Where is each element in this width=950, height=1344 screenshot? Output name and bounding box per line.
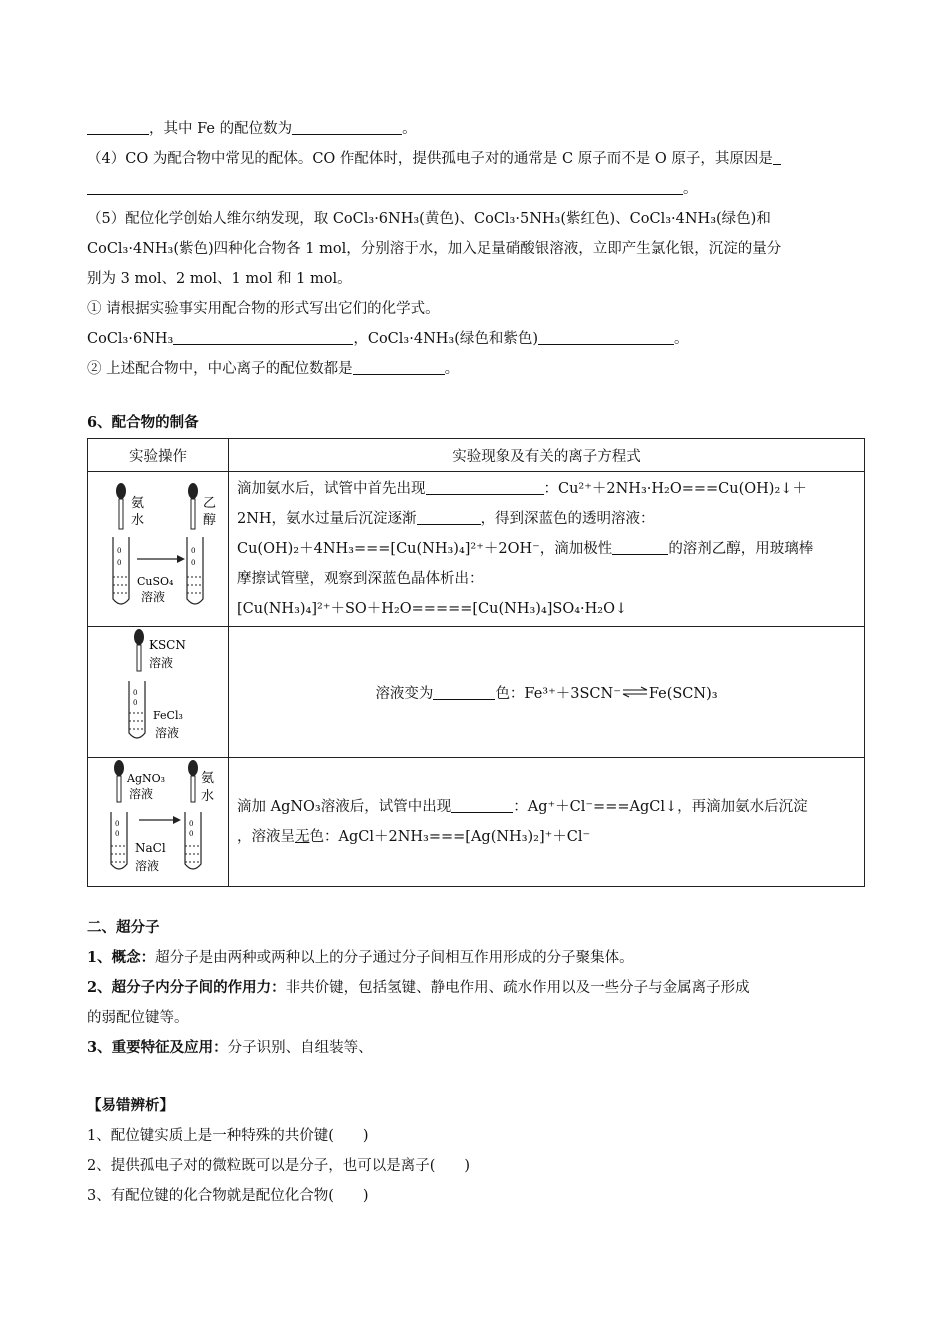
answer-blank[interactable]: [773, 146, 781, 165]
table-row: [88, 627, 865, 758]
answer-blank[interactable]: [87, 116, 149, 135]
table-header-row: [88, 439, 865, 472]
question-5-sub-1: ① 请根据实验事实用配合物的形式写出它们的化学式。: [87, 301, 440, 317]
question-5-formulas: CoCl₃·6NH₃ ，CoCl₃·4NH₃(绿色和紫色) 。: [87, 324, 867, 354]
answer-blank[interactable]: [87, 176, 683, 195]
svg-text:水: 水: [201, 789, 215, 804]
error-item: 1、配位键实质上是一种特殊的共价键( ): [87, 1128, 369, 1144]
experiment-text-cuso4: 滴加氨水后，试管中首先出现 ：Cu²⁺＋2NH₃·H₂O===Cu(OH)₂↓＋ 2NH，氨水过量后沉淀逐渐 ，得到深蓝色的透明溶液： Cu(OH)₂＋4NH₃===[Cu(NH₃)₄]²⁺＋2OH⁻，滴加极性 的溶剂乙醇，用玻璃棒 摩擦试管壁，观察到深蓝色晶体析出： [Cu(NH₃)₄]²⁺＋SO＋H₂O=====[Cu(NH₃)₄]SO₄·H₂O↓: [229, 472, 865, 627]
supramolecule-forces: 2、超分子内分子间的作用力：非共价键，包括氢键、静电作用、疏水作用以及一些分子与金属离子形成: [87, 979, 750, 996]
answer-blank[interactable]: [538, 326, 674, 345]
preparation-table: [87, 438, 865, 887]
question-4: （4）CO 为配合物中常见的配体。CO 作配体时，提供孤电子对的通常是 C 原子而不是 O 原子，其原因是: [87, 144, 867, 174]
svg-text:氨: 氨: [131, 496, 145, 511]
svg-text:溶液: 溶液: [149, 656, 174, 670]
answer-blank[interactable]: [417, 506, 481, 525]
svg-text:溶液: 溶液: [135, 859, 160, 873]
test-tube-diagram-icon: [93, 477, 223, 617]
experiment-image-nacl: [88, 758, 229, 887]
svg-text:0: 0: [191, 547, 196, 555]
answer-blank[interactable]: [451, 794, 513, 813]
question-5-sub-2: ② 上述配合物中，中心离子的配位数都是 。: [87, 354, 867, 384]
col-header-operation: 实验操作: [88, 439, 229, 472]
test-tube-diagram-icon: [93, 758, 223, 882]
reversible-arrow-icon: [621, 686, 649, 702]
table-row: [88, 758, 865, 887]
experiment-text-nacl: 滴加 AgNO₃溶液后，试管中出现 ：Ag⁺＋Cl⁻===AgCl↓，再滴加氨水后沉淀 ，溶液呈无色：AgCl＋2NH₃===[Ag(NH₃)₂]⁺＋Cl⁻: [229, 758, 865, 887]
answer-blank[interactable]: [353, 356, 445, 375]
supramolecule-forces-cont: 的弱配位键等。: [87, 1010, 189, 1026]
svg-text:乙: 乙: [203, 496, 217, 511]
document-page: [87, 114, 867, 1211]
svg-text:溶液: 溶液: [141, 590, 166, 604]
svg-text:KSCN: KSCN: [149, 638, 186, 652]
test-tube-diagram-icon: [93, 627, 223, 753]
supramolecule-concept: 1、概念：超分子是由两种或两种以上的分子通过分子间相互作用形成的分子聚集体。: [87, 949, 634, 966]
answer-blank[interactable]: [173, 326, 353, 345]
supramolecule-features: 3、重要特征及应用：分子识别、自组装等、: [87, 1039, 373, 1056]
experiment-image-cuso4: [88, 472, 229, 627]
svg-text:0: 0: [133, 689, 138, 697]
answer-blank[interactable]: [426, 476, 544, 495]
svg-text:溶液: 溶液: [129, 787, 154, 801]
svg-text:0: 0: [189, 820, 194, 828]
svg-text:AgNO₃: AgNO₃: [127, 772, 166, 785]
line-fe-coordination: ，其中 Fe 的配位数为 。: [87, 114, 867, 144]
table-row: [88, 472, 865, 627]
question-4-blank-line: 。: [87, 174, 867, 204]
svg-text:FeCl₃: FeCl₃: [153, 709, 183, 722]
svg-text:0: 0: [133, 699, 138, 707]
svg-text:0: 0: [115, 820, 120, 828]
svg-text:0: 0: [191, 559, 196, 567]
svg-text:0: 0: [117, 559, 122, 567]
experiment-text-fecl3: 溶液变为 色：Fe³⁺＋3SCN⁻ Fe(SCN)₃: [229, 627, 865, 758]
svg-text:溶液: 溶液: [155, 726, 180, 740]
col-header-phenomenon: 实验现象及有关的离子方程式: [229, 439, 865, 472]
experiment-image-fecl3: [88, 627, 229, 758]
error-item: 3、有配位键的化合物就是配位化合物( ): [87, 1188, 369, 1204]
error-analysis-title: 【易错辨析】: [87, 1097, 174, 1114]
supramolecule-title: 二、超分子: [87, 919, 160, 936]
question-5-line-1: （5）配位化学创始人维尔纳发现，取 CoCl₃·6NH₃(黄色)、CoCl₃·5NH₃(紫红色)、CoCl₃·4NH₃(绿色)和: [87, 211, 771, 227]
section-6-title: 6、配合物的制备: [87, 414, 199, 431]
svg-text:0: 0: [115, 830, 120, 838]
svg-text:0: 0: [117, 547, 122, 555]
svg-text:0: 0: [189, 830, 194, 838]
answer-blank[interactable]: [612, 536, 668, 555]
svg-text:水: 水: [131, 513, 145, 528]
svg-text:氨: 氨: [201, 771, 215, 786]
answer-blank[interactable]: [292, 116, 402, 135]
answer-blank[interactable]: [433, 681, 495, 700]
question-5-line-2: CoCl₃·4NH₃(紫色)四种化合物各 1 mol，分别溶于水，加入足量硝酸银溶液，立即产生氯化银，沉淀的量分: [87, 241, 782, 257]
svg-text:CuSO₄: CuSO₄: [137, 575, 174, 588]
error-item: 2、提供孤电子对的微粒既可以是分子，也可以是离子( ): [87, 1158, 471, 1174]
question-5-line-3: 别为 3 mol、2 mol、1 mol 和 1 mol。: [87, 271, 352, 287]
svg-text:醇: 醇: [203, 513, 217, 528]
svg-text:NaCl: NaCl: [135, 841, 166, 855]
